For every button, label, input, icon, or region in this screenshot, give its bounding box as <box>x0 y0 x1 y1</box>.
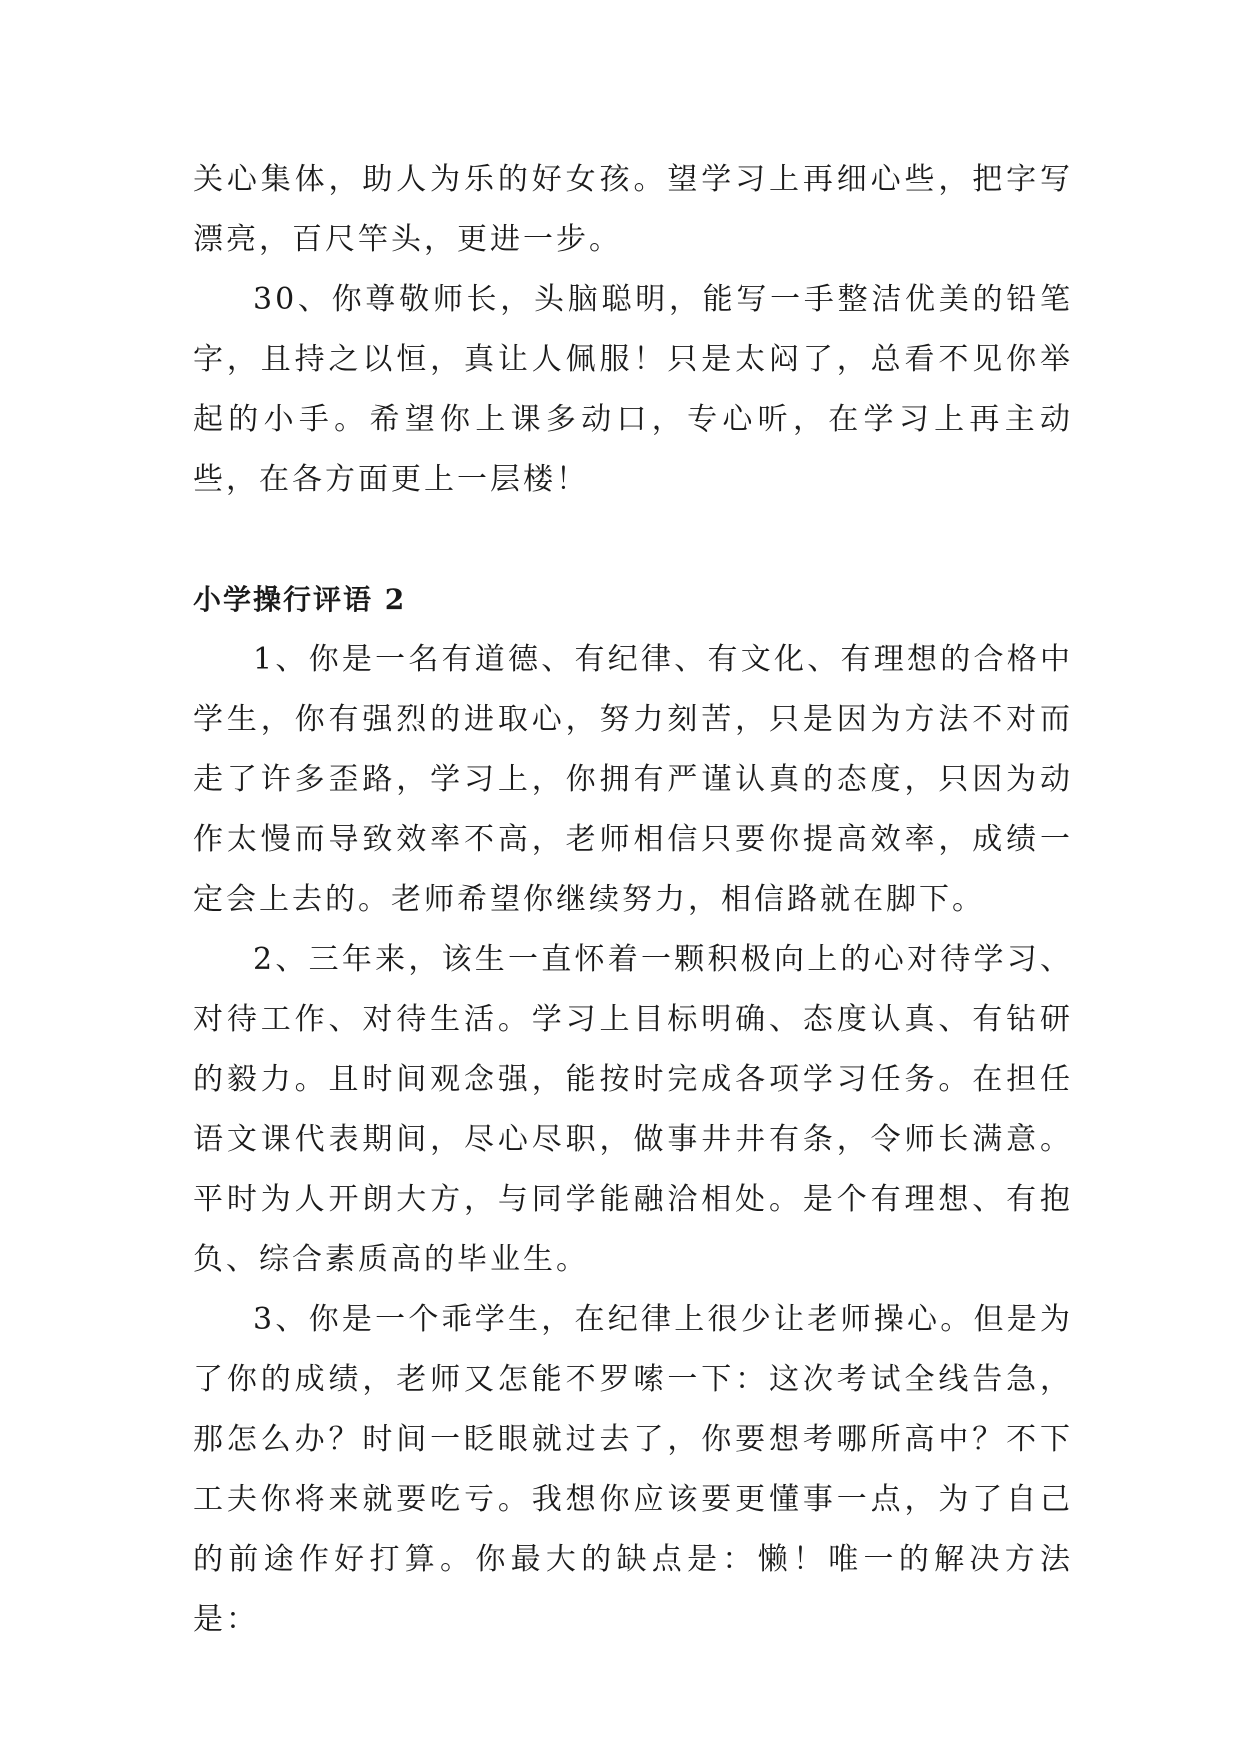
paragraph-item-3: 3、你是一个乖学生，在纪律上很少让老师操心。但是为了你的成绩，老师又怎能不罗嗦一下：这次考试全线告急，那怎么办？时间一眨眼就过去了，你要想考哪所高中？不下工夫你将来就要吃亏。我想你应该要更懂事一点，为了自己的前途作好打算。你最大的缺点是：懒！唯一的解决方法是： <box>193 1302 1073 1637</box>
section-title: 小学操行评语 2 <box>193 583 407 616</box>
paragraph-continuation: 关心集体，助人为乐的好女孩。望学习上再细心些，把字写漂亮，百尺竿头，更进一步。 <box>193 162 1073 257</box>
paragraph-item-2: 2、三年来，该生一直怀着一颗积极向上的心对待学习、对待工作、对待生活。学习上目标明确、态度认真、有钻研的毅力。且时间观念强，能按时完成各项学习任务。在担任语文课代表期间，尽心尽职，做事井井有条，令师长满意。平时为人开朗大方，与同学能融洽相处。是个有理想、有抱负、综合素质高的毕业生。 <box>193 942 1073 1277</box>
paragraph-item-1: 1、你是一名有道德、有纪律、有文化、有理想的合格中学生，你有强烈的进取心，努力刻苦，只是因为方法不对而走了许多歪路，学习上，你拥有严谨认真的态度，只因为动作太慢而导致效率不高，老师相信只要你提高效率，成绩一定会上去的。老师希望你继续努力，相信路就在脚下。 <box>193 642 1073 917</box>
document-page <box>193 150 1073 1650</box>
paragraph-item-30: 30、你尊敬师长，头脑聪明，能写一手整洁优美的铅笔字，且持之以恒，真让人佩服！只是太闷了，总看不见你举起的小手。希望你上课多动口，专心听，在学习上再主动些，在各方面更上一层楼！ <box>193 282 1073 497</box>
